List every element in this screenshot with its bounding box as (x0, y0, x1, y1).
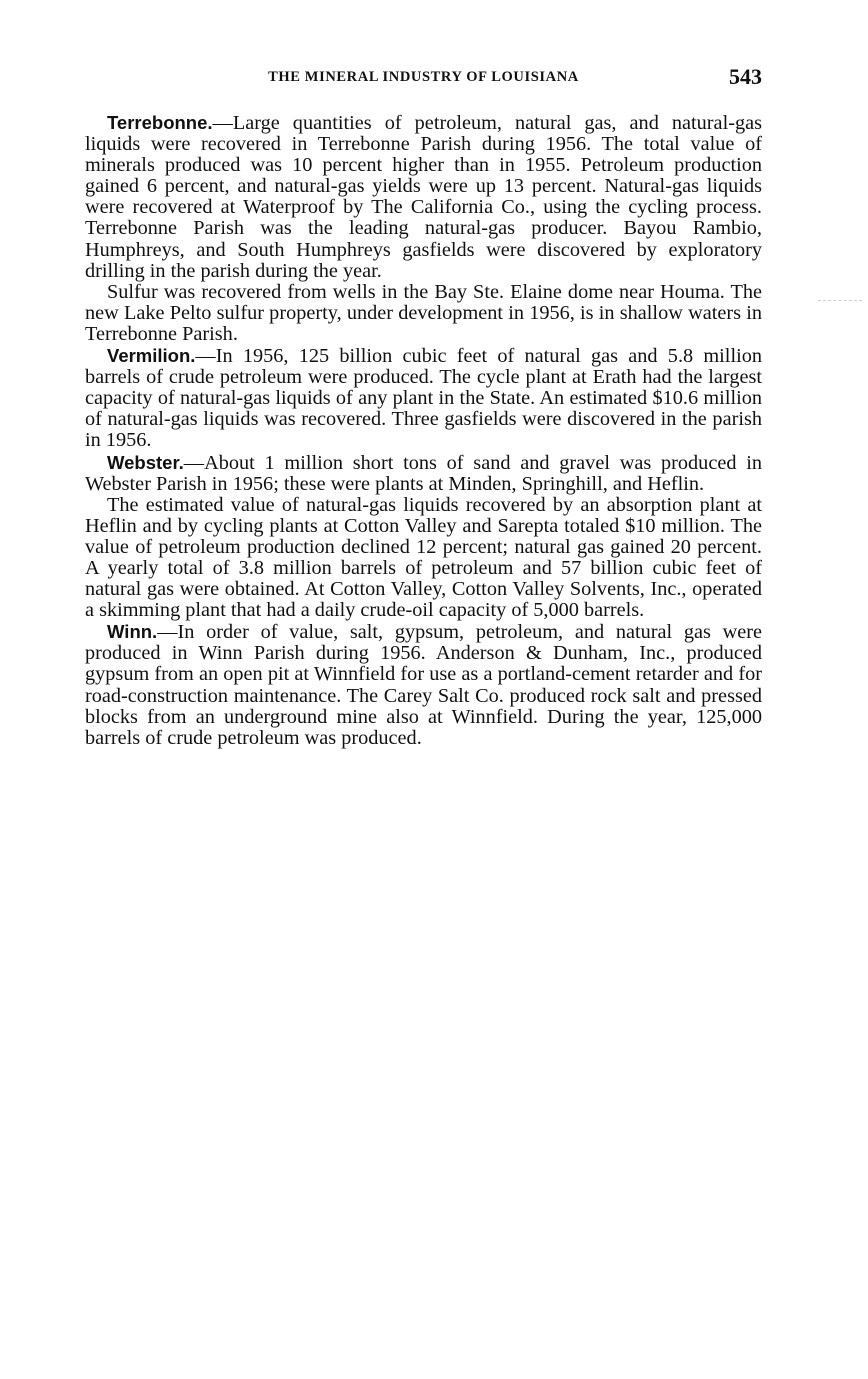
paragraph-text: —In 1956, 125 billion cubic feet of natural gas and 5.8 million barrels of crude petroleum were produced. The cycle plant at Erath had the largest capacity of natural-gas liquids of any plant in the State. An estimated $10.6 million of natural-gas liquids was recovered. Three gasfields were discovered in the parish in 1956. (85, 345, 762, 452)
paragraph-lead: Winn. (107, 621, 158, 643)
paragraph-lead: Vermilion. (107, 345, 196, 367)
paragraph-text: —About 1 million short tons of sand and gravel was produced in Webster Parish in 1956; these were plants at Minden, Springhill, and Heflin. (85, 451, 762, 495)
page-number: 543 (729, 64, 762, 89)
margin-scan-mark (818, 300, 862, 301)
paragraph-winn (85, 621, 762, 749)
paragraph-sulfur (85, 282, 762, 345)
paragraph-webster (85, 452, 762, 495)
paragraph-text: —Large quantities of petroleum, natural gas, and natural-gas liquids were recovered in Terrebonne Parish during 1956. The total value of minerals produced was 10 percent higher than in 1955. Petroleum production gained 6 percent, and natural-gas yields were up 13 percent. Natural-gas liquids were recovered at Waterproof by The California Co., using the cycling process. Terrebonne Parish was the leading natural-gas producer. Bayou Rambio, Humphreys, and South Humphreys gasfields were discovered by exploratory drilling in the parish during the year. (85, 112, 762, 282)
paragraph-lead: Terrebonne. (107, 112, 213, 133)
paragraph-lead: Webster. (107, 451, 184, 473)
body-text (85, 112, 762, 749)
paragraph-text: Sulfur was recovered from wells in the Bay Ste. Elaine dome near Houma. The new Lake Pelto sulfur property, under development in 1956, is in shallow waters in Terrebonne Parish. (85, 280, 762, 345)
paragraph-text: The estimated value of natural-gas liquids recovered by an absorption plant at Heflin and by cycling plants at Cotton Valley and Sarepta totaled $10 million. The value of petroleum production declined 12 percent; natural gas gained 20 percent. A yearly total of 3.8 million barrels of petroleum and 57 billion cubic feet of natural gas were obtained. At Cotton Valley, Cotton Valley Solvents, Inc., operated a skimming plant that had a daily crude-oil capacity of 5,000 barrels. (85, 493, 762, 622)
document-page (85, 64, 762, 749)
paragraph-vermilion (85, 345, 762, 451)
paragraph-terrebonne (85, 112, 762, 282)
paragraph-text: —In order of value, salt, gypsum, petroleum, and natural gas were produced in Winn Parish during 1956. Anderson & Dunham, Inc., produced gypsum from an open pit at Winnfield for use as a portland-cement retarder and for road-construction maintenance. The Carey Salt Co. produced rock salt and pressed blocks from an underground mine also at Winnfield. During the year, 125,000 barrels of crude petroleum was produced. (85, 621, 762, 749)
running-title: THE MINERAL INDUSTRY OF LOUISIANA (268, 69, 579, 85)
paragraph-natural-gas-liquids (85, 495, 762, 622)
running-header (85, 64, 762, 92)
